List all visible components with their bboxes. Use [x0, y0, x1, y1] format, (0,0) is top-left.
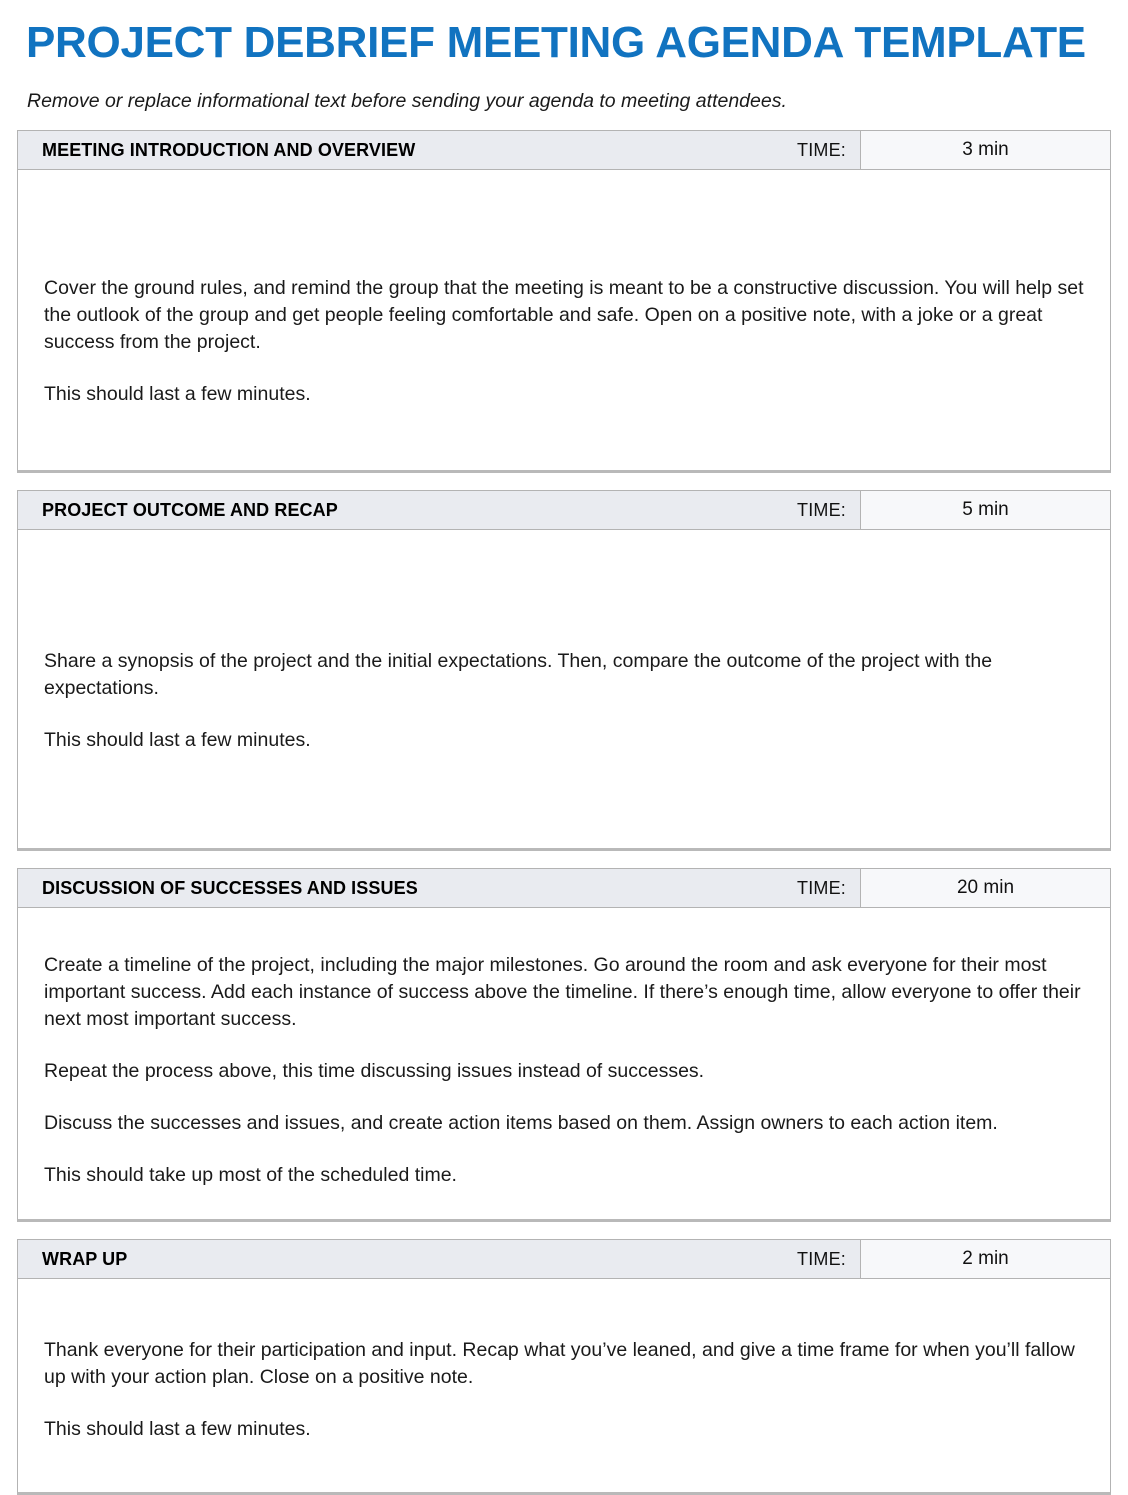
- section-paragraph: Thank everyone for their participation and input. Recap what you’ve leaned, and give a time frame for when you’ll fallow up with your action plan. Close on a positive note.: [44, 1339, 1075, 1388]
- section-title: PROJECT OUTCOME AND RECAP: [42, 499, 338, 520]
- section-header-row: [18, 869, 1110, 908]
- time-value-cell[interactable]: 20 min: [860, 869, 1110, 907]
- agenda-section-discussion-of-successes-and-issues: [17, 868, 1111, 1222]
- time-label: TIME:: [797, 139, 846, 160]
- section-title: DISCUSSION OF SUCCESSES AND ISSUES: [42, 877, 418, 898]
- section-paragraph: This should last a few minutes.: [44, 383, 311, 405]
- time-value-cell[interactable]: 5 min: [860, 491, 1110, 529]
- document-instruction-note: Remove or replace informational text before sending your agenda to meeting attendees.: [27, 90, 787, 112]
- section-paragraph: Create a timeline of the project, including the major milestones. Go around the room and ask everyone for their most important success. Add each instance of success above the timeline. If there’s enough time, allow everyone to offer their next most important success.: [44, 954, 1081, 1030]
- section-paragraph: This should take up most of the scheduled time.: [44, 1164, 457, 1186]
- section-header-row: [18, 491, 1110, 530]
- section-title: WRAP UP: [42, 1248, 128, 1269]
- section-paragraph: Repeat the process above, this time discussing issues instead of successes.: [44, 1060, 705, 1082]
- time-value-cell[interactable]: 3 min: [860, 131, 1110, 169]
- section-header-row: [18, 131, 1110, 170]
- time-label: TIME:: [797, 499, 846, 520]
- agenda-section-wrap-up: [17, 1239, 1111, 1495]
- section-body[interactable]: [18, 530, 1110, 848]
- time-value-cell[interactable]: 2 min: [860, 1240, 1110, 1278]
- section-paragraph: Share a synopsis of the project and the initial expectations. Then, compare the outcome of the project with the expectations.: [44, 650, 993, 699]
- section-paragraph: Discuss the successes and issues, and create action items based on them. Assign owners to each action item.: [44, 1112, 998, 1134]
- section-body[interactable]: [18, 170, 1110, 470]
- section-header-row: [18, 1240, 1110, 1279]
- section-body[interactable]: [18, 1279, 1110, 1492]
- section-paragraph: Cover the ground rules, and remind the group that the meeting is meant to be a constructive discussion. You will help set the outlook of the group and get people feeling comfortable and safe. Open on a positive note, with a joke or a great success from the project.: [44, 277, 1084, 353]
- time-label: TIME:: [797, 1248, 846, 1269]
- section-title: MEETING INTRODUCTION AND OVERVIEW: [42, 139, 416, 160]
- section-paragraph: This should last a few minutes.: [44, 1418, 311, 1440]
- agenda-section-project-outcome-and-recap: [17, 490, 1111, 851]
- section-paragraph: This should last a few minutes.: [44, 729, 311, 751]
- time-label: TIME:: [797, 877, 846, 898]
- section-body[interactable]: [18, 908, 1110, 1219]
- page-title: PROJECT DEBRIEF MEETING AGENDA TEMPLATE: [26, 18, 1086, 67]
- agenda-section-meeting-introduction-and-overview: [17, 130, 1111, 473]
